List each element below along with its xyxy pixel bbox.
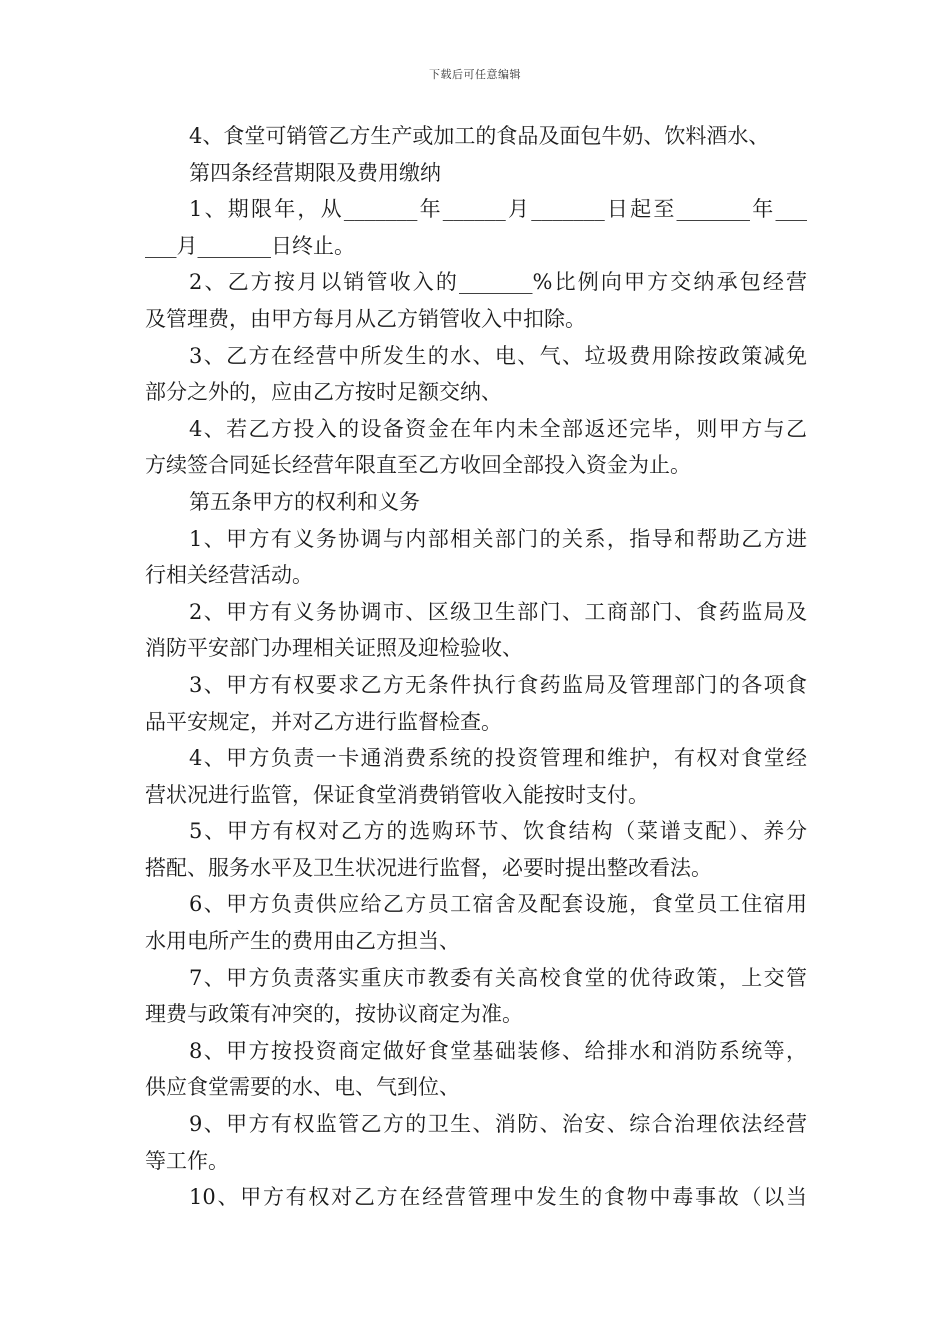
document-body	[145, 118, 807, 1216]
page-header: 下载后可任意编辑	[429, 68, 521, 81]
text-line: 水用电所产生的费用由乙方担当、	[145, 929, 460, 954]
text-line: 1、甲方有义务协调与内部相关部门的关系，指导和帮助乙方进	[189, 526, 807, 551]
text-line: 7、甲方负责落实重庆市教委有关高校食堂的优待政策，上交管	[189, 965, 807, 990]
text-line: 第五条甲方的权利和义务	[189, 489, 420, 514]
text-line: 第四条经营期限及费用缴纳	[189, 160, 441, 185]
text-line: 2、乙方按月以销管收入的_______%比例向甲方交纳承包经营	[189, 270, 807, 295]
text-line: 8、甲方按投资商定做好食堂基础装修、给排水和消防系统等，	[189, 1038, 807, 1063]
text-line: 及管理费，由甲方每月从乙方销管收入中扣除。	[145, 306, 586, 331]
text-line: 搭配、服务水平及卫生状况进行监督，必要时提出整改看法。	[145, 855, 712, 880]
text-line: 4、食堂可销管乙方生产或加工的食品及面包牛奶、饮料酒水、	[189, 124, 770, 148]
text-line: 5、甲方有权对乙方的选购环节、饮食结构（菜谱支配）、养分	[189, 819, 807, 844]
text-line: 3、乙方在经营中所发生的水、电、气、垃圾费用除按政策减免	[189, 343, 807, 368]
text-line: 部分之外的，应由乙方按时足额交纳、	[145, 380, 502, 405]
text-line: 方续签合同延长经营年限直至乙方收回全部投入资金为止。	[145, 453, 691, 478]
text-line: 6、甲方负责供应给乙方员工宿舍及配套设施，食堂员工住宿用	[189, 892, 807, 917]
text-line: 营状况进行监管，保证食堂消费销管收入能按时支付。	[145, 782, 649, 807]
text-line: 4、若乙方投入的设备资金在年内未全部返还完毕，则甲方与乙	[189, 416, 807, 441]
text-line: 3、甲方有权要求乙方无条件执行食药监局及管理部门的各项食	[189, 672, 807, 697]
text-line: 10、甲方有权对乙方在经营管理中发生的食物中毒事故（以当	[189, 1185, 807, 1210]
text-line: 2、甲方有义务协调市、区级卫生部门、工商部门、食药监局及	[189, 599, 807, 624]
text-line: 行相关经营活动。	[145, 563, 313, 588]
text-line: 1、期限年，从_______年______月_______日起至_______年___	[189, 197, 807, 222]
text-line: 9、甲方有权监管乙方的卫生、消防、治安、综合治理依法经营	[189, 1112, 807, 1137]
text-line: 4、甲方负责一卡通消费系统的投资管理和维护，有权对食堂经	[189, 746, 807, 771]
text-line: ___月_______日终止。	[145, 233, 355, 258]
text-line: 等工作。	[145, 1148, 229, 1173]
text-line: 品平安规定，并对乙方进行监督检查。	[145, 709, 502, 734]
text-line: 供应食堂需要的水、电、气到位、	[145, 1075, 460, 1100]
text-line: 理费与政策有冲突的，按协议商定为准。	[145, 1002, 523, 1027]
text-line: 消防平安部门办理相关证照及迎检验收、	[145, 636, 523, 661]
